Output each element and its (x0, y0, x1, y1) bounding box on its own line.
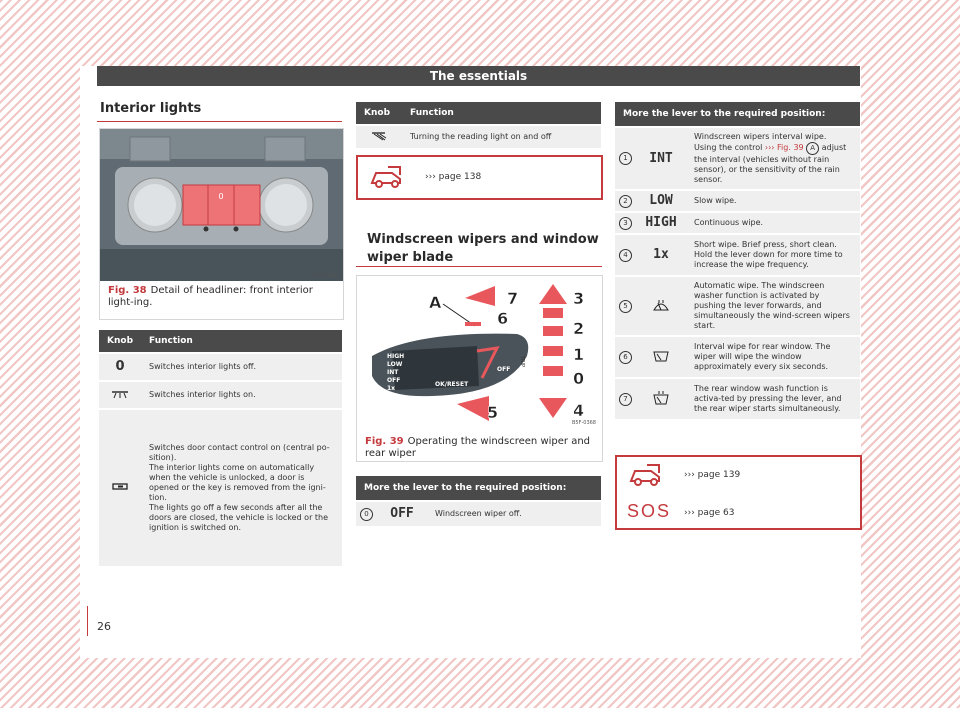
callout-4: 4 (573, 401, 585, 420)
door-contact-icon (99, 409, 141, 566)
table-row (99, 353, 342, 381)
figure-code: B5F-0368 (571, 420, 596, 426)
section-title-interior-lights: Interior lights (100, 101, 202, 116)
page-reference-box (615, 455, 862, 530)
callout-6: 6 (497, 309, 509, 328)
callout-3: 3 (573, 289, 585, 308)
row-text: Short wipe. Brief press, short clean. Hold the lever down for more time to increase the wipe frequency. (686, 234, 860, 276)
figure-caption (108, 285, 336, 309)
lever-position-table (615, 102, 860, 419)
section-title-wipers: Windscreen wipers and window wiper blade (367, 232, 599, 265)
col-header-function: Function (402, 102, 601, 125)
zero-symbol-icon: 0 (99, 353, 141, 381)
table-row (99, 381, 342, 409)
position-badge: 1 (619, 152, 632, 165)
table-row (615, 190, 860, 212)
int-symbol: INT (636, 127, 686, 190)
row-text-part: adjust the interval (vehicles without rain sensor), or the sensitivity of the rain sensor. (694, 143, 847, 184)
interior-lights-table (99, 330, 342, 566)
figure-38 (99, 128, 344, 320)
row-number (356, 501, 377, 526)
callout-7: 7 (507, 289, 519, 308)
lever-label-off: OFF (387, 377, 401, 384)
position-badge: 7 (619, 393, 632, 406)
svg-text:0: 0 (218, 192, 224, 201)
table-row (356, 501, 601, 526)
chapter-header: The essentials (97, 66, 860, 86)
table-row (356, 125, 601, 148)
position-badge: 4 (619, 249, 632, 262)
callout-1: 1 (573, 345, 585, 364)
car-book-icon (629, 463, 663, 487)
lever-label-high: HIGH (387, 353, 405, 360)
off-symbol: OFF (377, 501, 427, 526)
row-text: Switches interior lights off. (141, 353, 342, 381)
sos-icon: SOS (627, 501, 672, 521)
row-text: Windscreen wiper off. (427, 501, 601, 526)
page-number-rule (87, 606, 88, 636)
row-text-part: Windscreen wipers interval wipe. Using the control (694, 132, 827, 152)
lever-position-table-0 (356, 476, 601, 526)
col-header-knob: Knob (356, 102, 402, 125)
position-badge: 3 (619, 217, 632, 230)
row-text: Continuous wipe. (686, 212, 860, 234)
lever-table-header: More the lever to the required position: (356, 476, 601, 501)
position-badge: 5 (619, 300, 632, 313)
page-reference-link[interactable]: ››› page 139 (684, 470, 741, 480)
reading-light-table (356, 102, 601, 148)
callout-2: 2 (573, 319, 585, 338)
car-book-icon (370, 165, 404, 189)
callout-badge-a: A (806, 142, 819, 155)
col-header-knob: Knob (99, 330, 141, 353)
table-row (615, 212, 860, 234)
page-reference-link[interactable]: ››› page 138 (425, 172, 482, 182)
callout-0: 0 (573, 369, 585, 388)
position-badge: 2 (619, 195, 632, 208)
section-rule (97, 121, 342, 122)
lever-label-int: INT (387, 369, 399, 376)
lever-table-header: More the lever to the required position: (615, 102, 860, 127)
table-row (615, 234, 860, 276)
row-text: Slow wipe. (686, 190, 860, 212)
callout-5: 5 (487, 403, 499, 422)
row-text: Turning the reading light on and off (402, 125, 601, 148)
position-badge: 6 (619, 351, 632, 364)
figure-link[interactable]: ››› Fig. 39 (764, 143, 804, 152)
row-text (686, 127, 860, 190)
lever-label-low: LOW (387, 361, 403, 368)
trip-label: TRIP (519, 356, 525, 368)
figure-label: Fig. 39 (365, 436, 404, 447)
table-row (615, 378, 860, 419)
wiper-lever-diagram (357, 276, 602, 428)
rear-washer-icon (636, 378, 686, 419)
table-row (615, 336, 860, 378)
rear-wiper-icon (636, 336, 686, 378)
row-text: Switches interior lights on. (141, 381, 342, 409)
row-text: The rear window wash function is activa-ted by pressing the lever, and the rear wiper starts simultaneously. (686, 378, 860, 419)
section-rule (356, 266, 602, 267)
figure-label: Fig. 38 (108, 285, 147, 296)
headliner-photo (100, 129, 343, 281)
position-badge: 0 (360, 508, 373, 521)
figure-code: B5F-0568 (312, 273, 337, 279)
row-text: Interval wipe for rear window. The wiper will wipe the window approximately every six seconds. (686, 336, 860, 378)
figure-caption-text: Operating the windscreen wiper and rear wiper (365, 436, 591, 459)
lever-label-rear-off: OFF (497, 366, 511, 373)
table-row (615, 127, 860, 190)
figure-caption-text: Detail of headliner: front interior light-ing. (108, 285, 313, 308)
row-text: Switches door contact control on (central po-sition). The interior lights come on automatically when the vehicle is unlocked, a door is opened or the key is removed from the igni-tion. The lights go off a few seconds after all the doors are closed, the vehicle is locked or the ignition is switched on. (141, 409, 342, 566)
col-header-function: Function (141, 330, 342, 353)
interior-light-on-icon (99, 381, 141, 409)
reading-light-icon (356, 125, 402, 148)
table-row (99, 409, 342, 566)
callout-A: A (429, 293, 442, 312)
page-number: 26 (97, 620, 111, 633)
high-symbol: HIGH (636, 212, 686, 234)
low-symbol: LOW (636, 190, 686, 212)
figure-caption (365, 436, 595, 460)
row-text: Automatic wipe. The windscreen washer function is activated by pushing the lever forwards, and simultaneously the wind-screen wipers start. (686, 276, 860, 336)
table-row (615, 276, 860, 336)
windscreen-washer-icon (636, 276, 686, 336)
page-reference-box (356, 155, 603, 200)
single-wipe-symbol: 1x (636, 234, 686, 276)
lever-label-1x: 1x (387, 385, 396, 392)
lever-label-reset: OK/RESET (435, 381, 469, 388)
figure-39 (356, 275, 603, 462)
page-reference-link[interactable]: ››› page 63 (684, 508, 735, 518)
